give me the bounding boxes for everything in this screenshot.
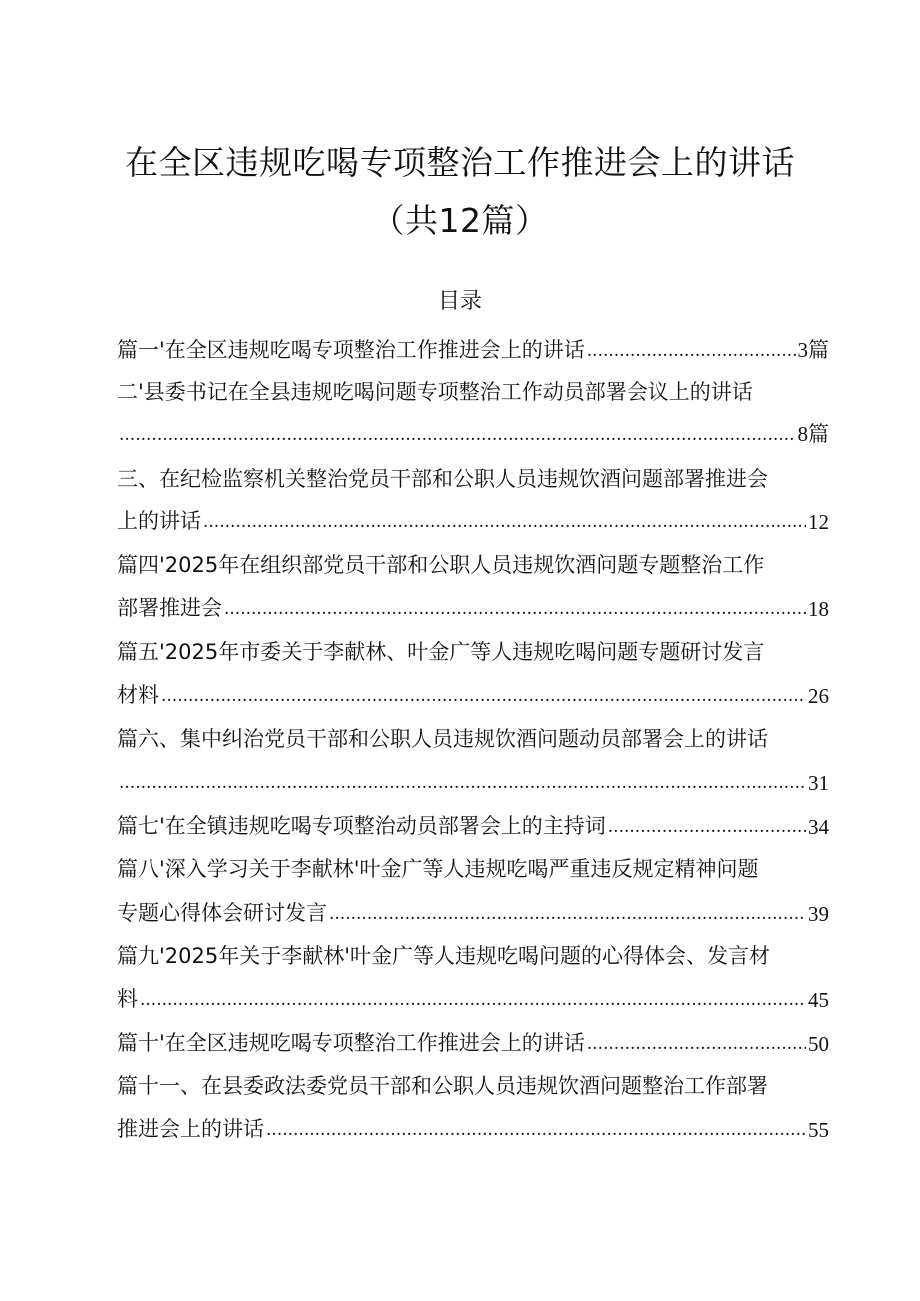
toc-leader [266, 1122, 806, 1143]
document-title: 在全区违规吃喝专项整治工作推进会上的讲话 [125, 143, 795, 182]
toc-page-number: 34 [808, 815, 829, 839]
toc-page-number: 26 [808, 684, 829, 708]
toc-line [117, 630, 829, 666]
toc-line [117, 543, 829, 579]
toc-leader [203, 514, 806, 535]
toc-page-number: 3篇 [797, 338, 829, 362]
toc-line-text: 上的讲话 [117, 509, 201, 533]
toc-page-number: 31 [808, 771, 829, 795]
toc-line-text: 三、在纪检监察机关整治党员干部和公职人员违规饮酒问题部署推进会 [117, 467, 768, 491]
toc-line [117, 977, 829, 1013]
toc-line-text: 篇五'2025年市委关于李献林、叶金广等人违规吃喝问题专题研讨发言 [117, 640, 765, 664]
toc-page-number: 50 [808, 1032, 829, 1056]
toc-line-text: 料 [117, 987, 138, 1011]
toc-line-text: 篇八'深入学习关于李献林'叶金广等人违规吃喝严重违反规定精神问题 [117, 857, 759, 881]
toc-leader [608, 819, 806, 840]
toc-line-text: 二'县委书记在全县违规吃喝问题专项整治工作动员部署会议上的讲话 [117, 380, 753, 404]
toc-heading: 目录 [437, 289, 482, 314]
toc-leader [224, 601, 806, 622]
toc-page-number: 18 [808, 597, 829, 621]
toc-line-text: 篇十一、在县委政法委党员干部和公职人员违规饮酒问题整治工作部署 [117, 1074, 768, 1098]
toc-line [117, 847, 829, 883]
toc-page-number: 12 [808, 510, 829, 534]
toc-leader [140, 992, 806, 1013]
toc-line [117, 934, 829, 970]
toc-line [117, 1107, 829, 1143]
toc-line [117, 328, 829, 364]
toc-page-number: 39 [808, 902, 829, 926]
toc-leader [329, 906, 806, 927]
toc-line [117, 717, 829, 753]
toc-leader [161, 688, 806, 709]
toc-page-number: 45 [808, 988, 829, 1012]
toc-line-text: 推进会上的讲话 [117, 1117, 264, 1141]
toc-line [117, 804, 829, 840]
toc-line [117, 586, 829, 622]
toc-line [117, 412, 829, 448]
toc-leader [119, 427, 796, 448]
toc-line [117, 673, 829, 709]
toc-leader [119, 775, 806, 796]
toc-leader [587, 1036, 806, 1057]
toc-line [117, 499, 829, 535]
toc-page-number: 55 [808, 1118, 829, 1142]
toc-line [117, 370, 829, 406]
toc-line-text: 篇九'2025年关于李献林'叶金广等人违规吃喝问题的心得体会、发言材 [117, 944, 770, 968]
toc-line-text: 篇四'2025年在组织部党员干部和公职人员违规饮酒问题专题整治工作 [117, 553, 765, 577]
toc-line-text: 专题心得体会研讨发言 [117, 901, 327, 925]
toc-line [117, 891, 829, 927]
toc-line-text: 篇六、集中纠治党员干部和公职人员违规饮酒问题动员部署会上的讲话 [117, 727, 768, 751]
toc-leader [587, 343, 796, 364]
toc-line [117, 760, 829, 796]
toc-line-text: 部署推进会 [117, 596, 222, 620]
toc-line [117, 1064, 829, 1100]
toc-line-text: 材料 [117, 683, 159, 707]
toc-line [117, 1021, 829, 1057]
toc-line-text: 篇一'在全区违规吃喝专项整治工作推进会上的讲话 [117, 338, 585, 362]
toc-line [117, 457, 829, 493]
toc-line-text: 篇七'在全镇违规吃喝专项整治动员部署会上的主持词 [117, 814, 606, 838]
toc-page-number: 8篇 [797, 422, 829, 446]
document-subtitle: （共12篇） [371, 201, 549, 240]
toc-line-text: 篇十'在全区违规吃喝专项整治工作推进会上的讲话 [117, 1031, 585, 1055]
